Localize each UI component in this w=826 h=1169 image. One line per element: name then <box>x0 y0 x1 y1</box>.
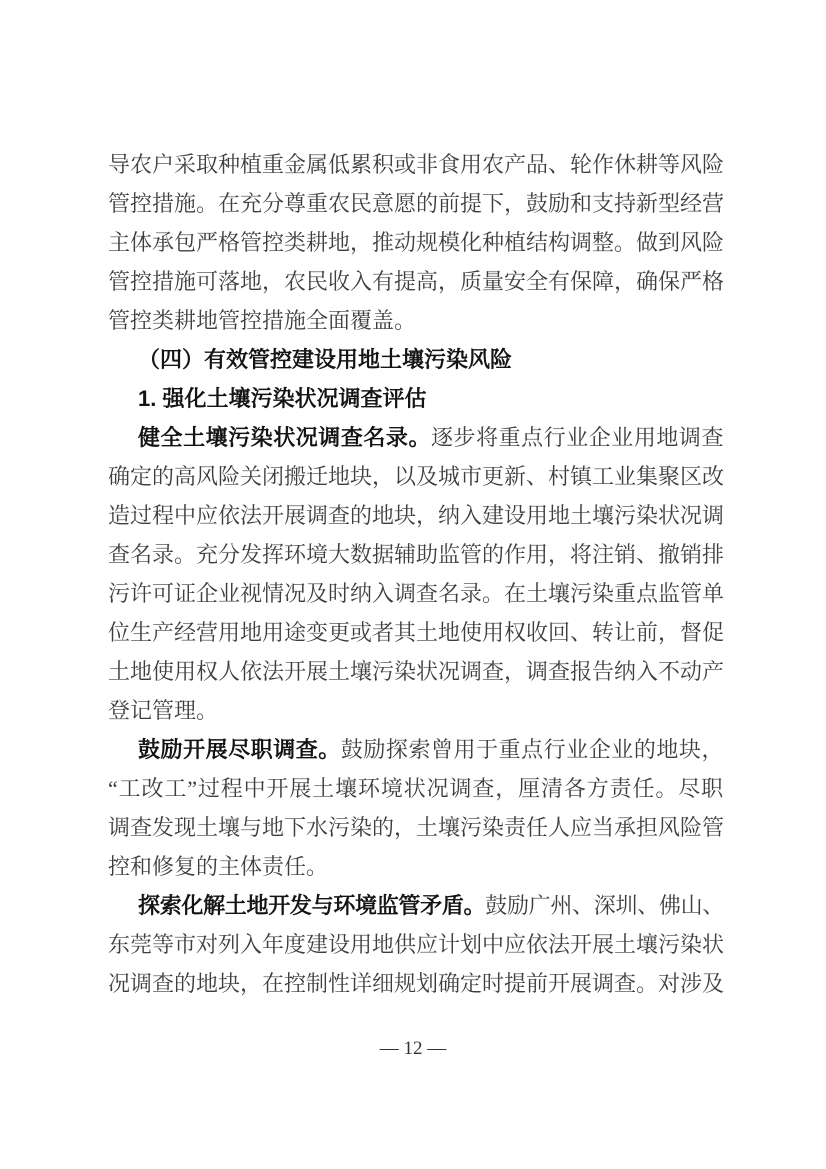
text-line <box>108 730 724 769</box>
page-footer <box>0 1036 826 1062</box>
text-line <box>108 379 724 418</box>
body-text: 管控类耕地管控措施全面覆盖。 <box>108 308 417 333</box>
text-line <box>108 574 724 613</box>
subsection-heading-1 <box>108 379 724 418</box>
body-paragraph-survey-list <box>108 418 724 730</box>
body-text: 污许可证企业视情况及时纳入调查名录。在土壤污染重点监管单 <box>108 581 725 606</box>
text-line <box>108 223 724 262</box>
body-text: 逐步将重点行业企业用地调查 <box>431 425 724 450</box>
body-text: 位生产经营用地用途变更或者其土地使用权收回、转让前，督促 <box>108 620 725 645</box>
bold-lead-text: 探索化解土地开发与环境监管矛盾。 <box>138 893 486 918</box>
body-paragraph-land-development <box>108 886 724 1003</box>
text-line <box>108 769 724 808</box>
body-text: 导农户采取种植重金属低累积或非食用农产品、轮作休耕等风险 <box>108 152 725 177</box>
text-line <box>108 457 724 496</box>
text-line <box>108 886 724 925</box>
text-line <box>108 340 724 379</box>
body-text: 管控措施。在充分尊重农民意愿的前提下，鼓励和支持新型经营 <box>108 191 725 216</box>
body-text: 查名录。充分发挥环境大数据辅助监管的作用，将注销、撤销排 <box>108 542 725 567</box>
bold-lead-text: 1. 强化土壤污染状况调查评估 <box>138 386 427 411</box>
text-line <box>108 691 724 730</box>
body-text: 土地使用权人依法开展土壤污染状况调查，调查报告纳入不动产 <box>108 659 725 684</box>
text-line <box>108 964 724 1003</box>
text-line <box>108 496 724 535</box>
page-number: — 12 — <box>379 1038 447 1059</box>
body-text: 鼓励广州、深圳、佛山、 <box>485 893 724 918</box>
text-line <box>108 145 724 184</box>
text-line <box>108 418 724 457</box>
text-line <box>108 613 724 652</box>
body-text: 调查发现土壤与地下水污染的，土壤污染责任人应当承担风险管 <box>108 815 725 840</box>
body-paragraph-continuation <box>108 145 724 340</box>
text-line <box>108 808 724 847</box>
text-line <box>108 652 724 691</box>
bold-lead-text: 健全土壤污染状况调查名录。 <box>138 425 431 450</box>
document-body <box>108 145 724 1003</box>
body-text: 造过程中应依法开展调查的地块，纳入建设用地土壤污染状况调 <box>108 503 725 528</box>
text-line <box>108 262 724 301</box>
section-heading-4 <box>108 340 724 379</box>
text-line <box>108 535 724 574</box>
bold-lead-text: 鼓励开展尽职调查。 <box>138 737 341 762</box>
body-paragraph-due-diligence <box>108 730 724 886</box>
body-text: 确定的高风险关闭搬迁地块，以及城市更新、村镇工业集聚区改 <box>108 464 725 489</box>
body-text: 况调查的地块，在控制性详细规划确定时提前开展调查。对涉及 <box>108 971 725 996</box>
body-text: 鼓励探索曾用于重点行业企业的地块， <box>340 737 724 762</box>
text-line <box>108 847 724 886</box>
body-text: “工改工”过程中开展土壤环境状况调查，厘清各方责任。尽职 <box>108 776 724 801</box>
body-text: 登记管理。 <box>108 698 219 723</box>
text-line <box>108 301 724 340</box>
bold-lead-text: （四）有效管控建设用地土壤污染风险 <box>138 347 513 372</box>
text-line <box>108 925 724 964</box>
body-text: 管控措施可落地，农民收入有提高，质量安全有保障，确保严格 <box>108 269 725 294</box>
body-text: 控和修复的主体责任。 <box>108 854 329 879</box>
body-text: 主体承包严格管控类耕地，推动规模化种植结构调整。做到风险 <box>108 230 725 255</box>
body-text: 东莞等市对列入年度建设用地供应计划中应依法开展土壤污染状 <box>108 932 725 957</box>
text-line <box>108 184 724 223</box>
